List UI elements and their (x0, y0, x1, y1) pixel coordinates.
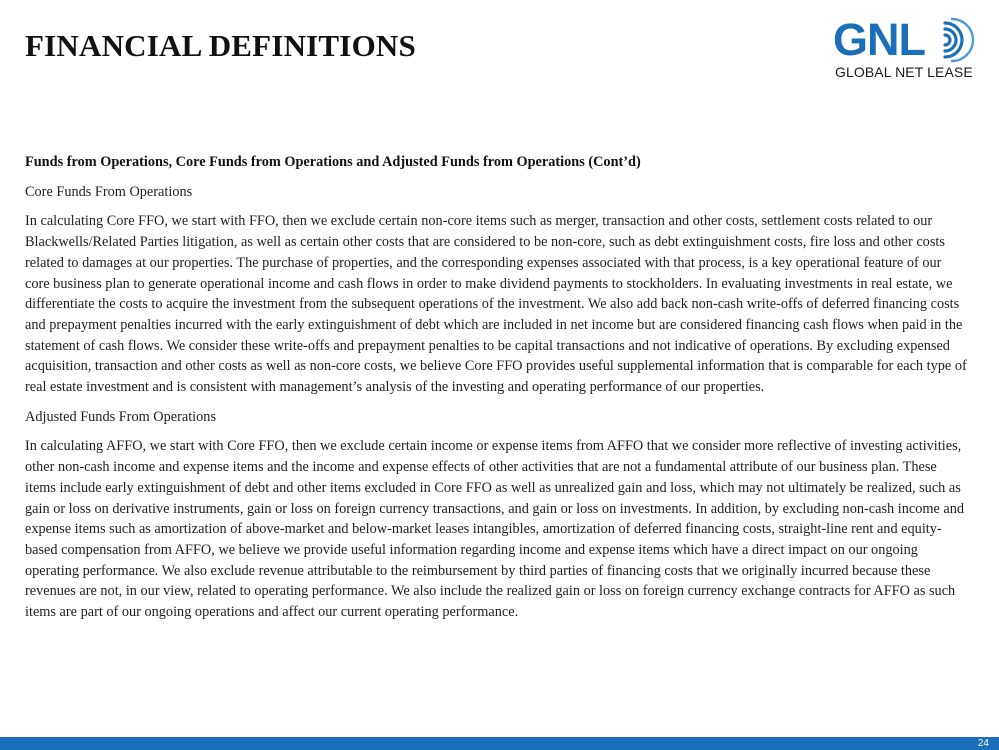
affo-paragraph: In calculating AFFO, we start with Core FFO, then we exclude certain income or expense items from AFFO that we consider more reflective of investing activities, other non-cash income and expense items and the income and expense effects of other activities that are not a fundamental attribute of our business plan. These items include early extinguishment of debt and other items excluded in Core FFO as well as unrealized gain and loss, which may not ultimately be realized, such as gain or loss on derivative instruments, gain or loss on foreign currency transactions, and gain or loss on investments. In addition, by excluding non-cash income and expense items such as amortization of above-market and below-market leases intangibles, amortization of deferred financing costs, straight-line rent and equity-based compensation from AFFO, we believe we provide useful information regarding income and expense items which have a direct impact on our ongoing operating performance. We also exclude revenue attributable to the reimbursement by third parties of financing costs that we originally incurred because these revenues are not, in our view, related to operating performance. We also include the realized gain or loss on foreign currency exchange contracts for AFFO as such items are part of our ongoing operations and affect our current operating performance. (25, 438, 965, 621)
gnl-logo (833, 14, 983, 84)
page-number: 24 (977, 738, 989, 749)
page-title: FINANCIAL DEFINITIONS (25, 28, 416, 63)
core-ffo-paragraph: In calculating Core FFO, we start with FFO, then we exclude certain non-core items such as merger, transaction and other costs, settlement costs related to our Blackwells/Related Parties litigation, as well as certain other costs that are considered to be non-core, such as debt extinguishment costs, fire loss and other costs related to damages at our properties. The purchase of properties, and the corresponding expenses associated with that process, is a key operational feature of our core business plan to generate operational income and cash flows in order to make dividend payments to stockholders. In evaluating investments in real estate, we differentiate the costs to acquire the investment from the subsequent operations of the investment. We also add back non-cash write-offs of deferred financing costs and prepayment penalties incurred with the early extinguishment of debt which are included in net income but are considered financing cash flows when paid in the statement of cash flows. We consider these write-offs and prepayment penalties to be capital transactions and not indicative of operations. By excluding expensed acquisition, transaction and other costs as well as non-core costs, we believe Core FFO provides useful supplemental information that is comparable for each type of real estate investment and is consistent with management’s analysis of the investing and operating performance of our properties. (25, 213, 967, 396)
core-ffo-heading: Core Funds From Operations (25, 183, 193, 200)
affo-heading: Adjusted Funds From Operations (25, 408, 217, 425)
swirl-icon (931, 17, 977, 63)
section-title: Funds from Operations, Core Funds from Operations and Adjusted Funds from Operations (Cont’d) (25, 154, 641, 170)
logo-mark: GNL (833, 14, 925, 65)
logo-subtitle: GLOBAL NET LEASE (835, 64, 973, 80)
footer-bar (0, 737, 999, 750)
definitions-body (25, 152, 967, 632)
